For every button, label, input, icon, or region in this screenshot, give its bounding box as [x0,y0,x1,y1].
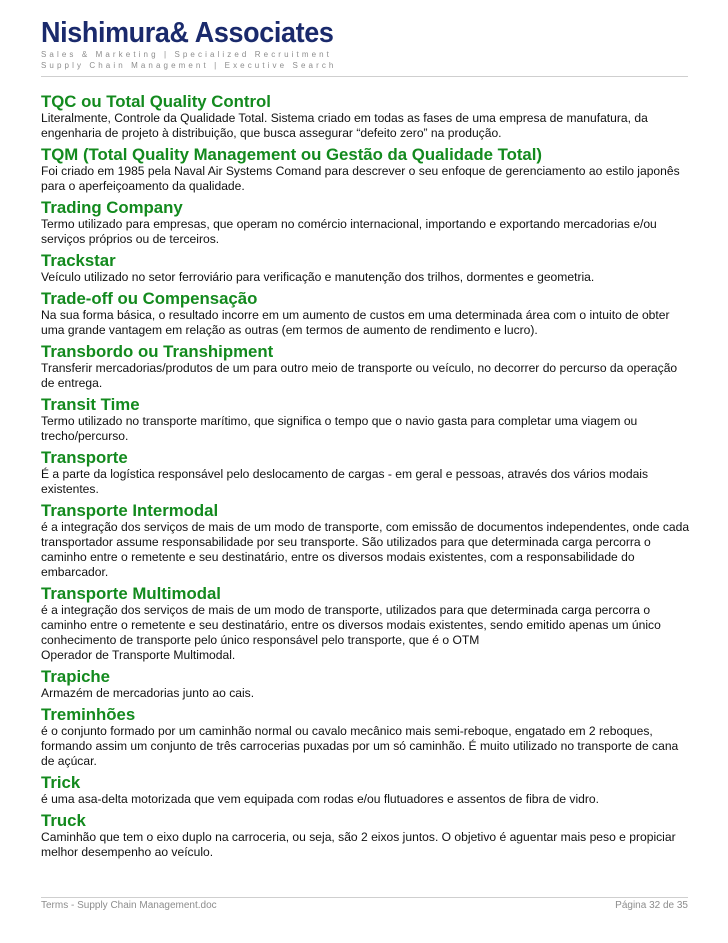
definition-line: existentes. [41,482,99,496]
glossary-entry [41,667,691,701]
glossary-definition [41,520,691,580]
definition-line: Na sua forma básica, o resultado incorre em um aumento de custos em uma determinada área com o intuito de obter [41,308,670,322]
glossary-definition [41,270,691,285]
definition-line: Veículo utilizado no setor ferroviário para verificação e manutenção dos trilhos, dormentes e geometria. [41,270,595,284]
glossary-definition [41,164,691,194]
definition-line: Transferir mercadorias/produtos de um para outro meio de transporte ou veículo, no decorrer do percurso da operação [41,361,678,375]
glossary-definition [41,414,691,444]
definition-line: serviços próprios ou de terceiros. [41,232,220,246]
glossary-term: TQM (Total Quality Management ou Gestão da Qualidade Total) [41,145,542,164]
page-number: Página 32 de 35 [615,900,688,911]
definition-line: transportador assume responsabilidade por seu transporte. São utilizados para que determinada carga percorra o [41,535,651,549]
glossary-entries [41,92,691,864]
glossary-entry [41,395,691,444]
glossary-term: Trapiche [41,667,111,686]
definition-line: caminho entre o remetente e seu destinatário, entre os diversos modais existentes, com a responsabilidade do [41,550,635,564]
glossary-term: Trade-off ou Compensação [41,289,258,308]
glossary-term: Transporte Multimodal [41,584,221,603]
definition-line: trecho/percurso. [41,429,129,443]
glossary-entry [41,448,691,497]
definition-line: melhor desempenho ao veículo. [41,845,214,859]
definition-line: É a parte da logística responsável pelo deslocamento de cargas - em geral e pessoas, através dos vários modais [41,467,649,481]
definition-line: Armazém de mercadorias junto ao cais. [41,686,255,700]
header-divider [41,76,688,77]
glossary-entry [41,584,691,663]
glossary-definition [41,603,691,663]
definition-line: Operador de Transporte Multimodal. [41,648,236,662]
glossary-entry [41,251,691,285]
definition-line: é uma asa-delta motorizada que vem equipada com rodas e/ou flutuadores e assentos de fibra de vidro. [41,792,599,806]
glossary-term: TQC ou Total Quality Control [41,92,271,111]
glossary-term: Transporte Intermodal [41,501,219,520]
definition-line: para o aperfeiçoamento da qualidade. [41,179,245,193]
glossary-term: Trackstar [41,251,116,270]
glossary-entry [41,289,691,338]
glossary-term: Treminhões [41,705,136,724]
definition-line: embarcador. [41,565,109,579]
glossary-entry [41,773,691,807]
definition-line: Termo utilizado para empresas, que operam no comércio internacional, importando e exportando mercadorias e/ou [41,217,657,231]
glossary-definition [41,361,691,391]
glossary-term: Trick [41,773,81,792]
glossary-entry [41,501,691,580]
definition-line: formando assim um conjunto de três carrocerias puxadas por um só caminhão. É muito utilizado no transporte de cana [41,739,679,753]
glossary-definition [41,308,691,338]
glossary-definition [41,686,691,701]
definition-line: Caminhão que tem o eixo duplo na carroceria, ou seja, são 2 eixos juntos. O objetivo é aguentar mais peso e propiciar [41,830,676,844]
glossary-definition [41,467,691,497]
definition-line: de entrega. [41,376,103,390]
definition-line: caminho entre o remetente e seu destinatário, entre os diversos modais existentes, sendo emitido apenas um único [41,618,661,632]
letterhead [41,17,688,71]
glossary-term: Transporte [41,448,128,467]
definition-line: conhecimento de transporte pelo único responsável pelo transporte, que é o OTM [41,633,480,647]
glossary-entry [41,705,691,769]
glossary-entry [41,342,691,391]
glossary-entry [41,92,691,141]
tagline-services-2: Supply Chain Management | Executive Search [41,61,337,70]
definition-line: de açúcar. [41,754,97,768]
glossary-definition [41,724,691,769]
glossary-definition [41,830,691,860]
definition-line: Termo utilizado no transporte marítimo, que significa o tempo que o navio gasta para completar uma viagem ou [41,414,638,428]
glossary-term: Transit Time [41,395,140,414]
glossary-entry [41,145,691,194]
tagline-services: Sales & Marketing | Specialized Recruitment [41,50,333,59]
glossary-entry [41,198,691,247]
footer-divider [41,897,688,898]
definition-line: é o conjunto formado por um caminhão normal ou cavalo mecânico mais semi-reboque, engatado em 2 reboques, [41,724,653,738]
glossary-definition [41,792,691,807]
glossary-definition [41,217,691,247]
document-filename: Terms - Supply Chain Management.doc [41,900,217,911]
glossary-entry [41,811,691,860]
company-name: Nishimura& Associates [41,17,334,49]
definition-line: é a integração dos serviços de mais de um modo de transporte, utilizados para que determinada carga percorra o [41,603,651,617]
definition-line: engenharia de projeto à distribuição, que busca assegurar “defeito zero” na produção. [41,126,502,140]
glossary-term: Truck [41,811,86,830]
definition-line: Literalmente, Controle da Qualidade Total. Sistema criado em todas as fases de uma empresa de manufatura, da [41,111,648,125]
glossary-term: Transbordo ou Transhipment [41,342,274,361]
definition-line: é a integração dos serviços de mais de um modo de transporte, com emissão de documentos independentes, onde cada [41,520,690,534]
definition-line: uma grande vantagem em relação as outras (em termos de aumento de rendimento e lucro). [41,323,538,337]
page-footer [41,900,688,912]
glossary-definition [41,111,691,141]
glossary-term: Trading Company [41,198,183,217]
definition-line: Foi criado em 1985 pela Naval Air Systems Comand para descrever o seu enfoque de gerenciamento ao estilo japonês [41,164,680,178]
